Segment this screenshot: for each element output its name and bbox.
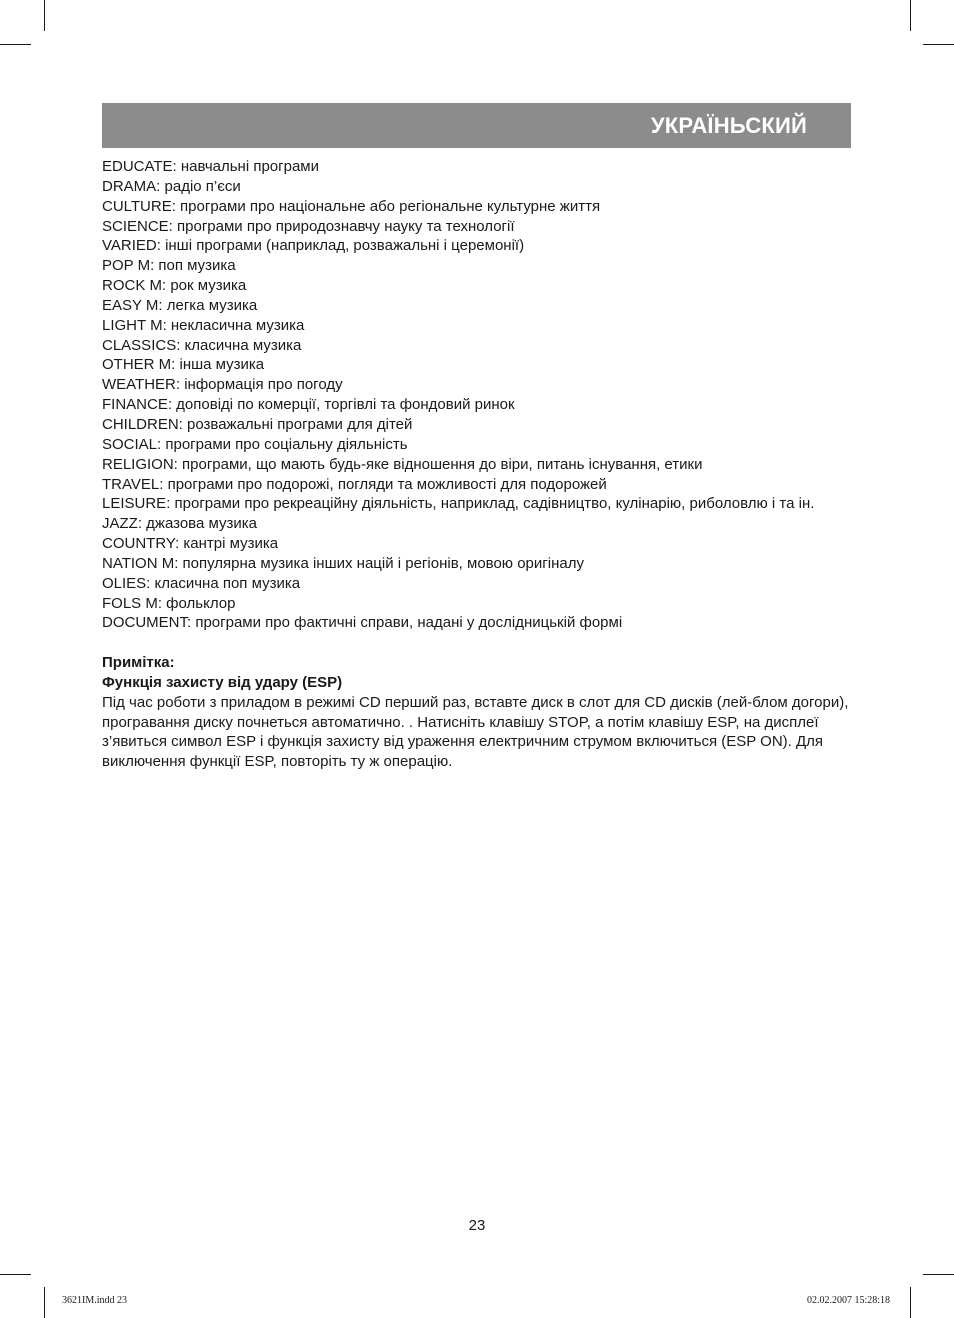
genre-entry: RELIGION: програми, що мають будь-яке відношення до віри, питань існування, етики [102, 455, 703, 473]
genre-entry: WEATHER: інформація про погоду [102, 376, 343, 394]
genre-entry: FINANCE: доповіді по комерції, торгівлі та фондовий ринок [102, 396, 515, 414]
crop-mark [910, 0, 911, 31]
crop-mark [44, 1287, 45, 1318]
genre-entry: COUNTRY: кантрі музика [102, 535, 279, 553]
genre-entry: SOCIAL: програми про соціальну діяльність [102, 435, 408, 453]
genre-entry: OTHER M: інша музика [102, 356, 265, 374]
genre-entry: JAZZ: джазова музика [102, 515, 257, 533]
genre-entry: EASY M: легка музика [102, 296, 258, 314]
crop-mark [44, 0, 45, 31]
crop-mark [0, 1274, 31, 1275]
genre-entry: TRAVEL: програми про подорожі, погляди та можливості для подорожей [102, 475, 607, 493]
crop-mark [923, 44, 954, 45]
genre-list [102, 157, 854, 633]
genre-entry: ROCK M: рок музика [102, 277, 247, 295]
crop-mark [0, 44, 31, 45]
language-header-title: УКРАЇНЬСКИЙ [650, 113, 807, 138]
genre-entry: EDUCATE: навчальні програми [102, 158, 319, 175]
genre-entry: POP M: поп музика [102, 257, 236, 275]
genre-entry: CLASSICS: класична музика [102, 336, 302, 354]
genre-entry: OLIES: класична поп музика [102, 574, 301, 592]
genre-entry: DOCUMENT: програми про фактичні справи, надані у дослідницькій формі [102, 614, 623, 632]
genre-entry: CULTURE: програми про національне або регіональне культурне життя [102, 197, 601, 215]
genre-entry: LIGHT M: некласична музика [102, 316, 305, 334]
genre-entry: FOLS M: фольклор [102, 594, 236, 612]
footer-file-info: 3621IM.indd 23 [62, 1295, 127, 1306]
genre-entry: VARIED: інші програми (наприклад, розважальні і церемонії) [102, 237, 525, 255]
genre-entry: SCIENCE: програми про природознавчу науку та технології [102, 217, 515, 235]
note-heading: Примітка: [102, 654, 175, 672]
page-number: 23 [468, 1217, 486, 1234]
note-body: Під час роботи з приладом в режимі CD перший раз, вставте диск в слот для CD дисків (лей-блом догори), програвання диску почнеться автоматично. . Натисніть клавішу STOP, а потім клавішу ESP, на дисплеї з’явиться символ ESP і функція захисту від ураження електричним струмом включиться (ESP ON). Для виключення функції ESP, повторіть ту ж операцію. [102, 693, 849, 771]
genre-entry: CHILDREN: розважальні програми для дітей [102, 415, 413, 433]
page-content [102, 157, 854, 772]
paragraph-spacer [102, 633, 854, 653]
genre-entry: DRAMA: радіо п’єси [102, 177, 241, 195]
genre-entry: LEISURE: програми про рекреаційну діяльність, наприклад, садівництво, кулінарію, риболовлю і та ін. [102, 495, 815, 513]
note-section [102, 653, 854, 772]
note-subheading: Функція захисту від удару (ESP) [102, 673, 343, 691]
genre-entry: NATION M: популярна музика інших націй і регіонів, мовою оригіналу [102, 554, 584, 572]
language-header-bar [102, 103, 851, 148]
crop-mark [910, 1287, 911, 1318]
crop-mark [923, 1274, 954, 1275]
footer-date-info: 02.02.2007 15:28:18 [806, 1295, 890, 1306]
